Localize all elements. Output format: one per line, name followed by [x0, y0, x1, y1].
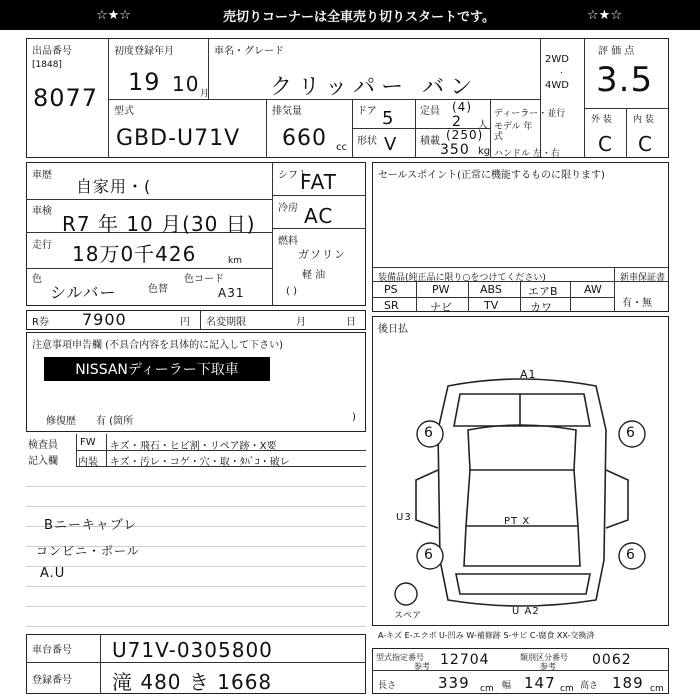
fuel-diesel: 軽 油 — [302, 270, 326, 281]
int-score: C — [638, 132, 653, 156]
model-label: 型式 — [114, 106, 134, 117]
capacity-label: 定員 — [420, 106, 440, 117]
inspector-label-2: 記入欄 — [28, 456, 58, 467]
color-value: シルバー — [50, 283, 117, 302]
deregister-day: 日 — [346, 317, 356, 328]
wheel-rl-value: 6 — [424, 547, 434, 563]
lot-label: 出品番号 — [32, 46, 72, 57]
type-ref: 参考 — [414, 662, 430, 671]
chassis-value: U71V-0305800 — [112, 638, 273, 662]
doors-label: ドア — [357, 106, 377, 117]
mileage-unit: km — [228, 256, 242, 266]
wheel-fl-value: 6 — [424, 425, 434, 441]
damage-center: PT X — [504, 516, 531, 527]
mileage-label: 走行 — [32, 240, 52, 251]
deregister-month: 月 — [296, 317, 306, 328]
spare-label: スペア — [394, 611, 422, 621]
inspection-label: 車検 — [32, 206, 52, 217]
load-unit: kg — [478, 146, 491, 157]
fuel-label: 燃料 — [278, 236, 298, 247]
car-name: クリッパー バン — [270, 75, 479, 100]
doors-value: 5 — [382, 108, 395, 129]
repair-label: 修復歴 — [46, 416, 76, 427]
recycle-label: R券 — [32, 317, 49, 328]
drive-2wd: 2WD — [545, 54, 569, 65]
fuel-other: ( ) — [286, 286, 297, 297]
banner-stars-left: ☆★☆ — [96, 7, 131, 23]
fw-items: キズ・飛石・ヒビ割・リペア跡・X要 — [110, 441, 277, 452]
height-unit: cm — [650, 684, 664, 694]
shift-label: シフト — [278, 170, 308, 181]
color-code-label: 色コード — [184, 274, 224, 285]
sales-label: セールスポイント(正常に機能するものに限ります) — [378, 170, 605, 181]
score-label: 評 価 点 — [598, 46, 635, 57]
width-label: 幅 — [502, 681, 512, 691]
shift-value: FAT — [300, 170, 338, 194]
score-value: 3.5 — [596, 60, 654, 100]
repair-close: ) — [352, 412, 356, 423]
shape-label: 形状 — [357, 136, 377, 147]
equip-pw: PW — [432, 283, 450, 296]
damage-side: U3 — [396, 512, 412, 523]
fw-label: FW — [80, 437, 96, 448]
recycle-unit: 円 — [180, 317, 190, 328]
displacement-unit: cc — [336, 142, 347, 153]
handwritten-line-3: A.U — [40, 566, 66, 581]
spare-wheel — [395, 583, 417, 605]
handwritten-line-2: コンビニ・ポール — [36, 544, 140, 558]
first-reg-year: 19 — [128, 68, 161, 96]
auction-sheet: ☆★☆ 売切りコーナーは全車売り切りスタートです。 ☆★☆ 出品番号 [1848] 8077 初度登録年月 19 10 月 車名・グレード クリッパー バン 2WD · 4WD 評 価 点 3.5 外 装 内 装 C C 型式 GBD-U71V 排気量 660 cc ドア 5 形状 V 定員 (4) 2 人 積載 (250) 350 kg ディーラー・並行 モデル 年式 ハンドル 左・右 車歴 自家用・( 車検 R7 年 10 月(30 日) 走行 18万0千426 km 色 シルバー 色替 色コード A31 シフト FAT 冷房 AC 燃料 ガソリン 軽 油 ( ) セールスポイント(正常に機能するものに限ります) 装備品(純正品に限り○をつけてください) 新車保証書 有・無 PS PW ABS エアB AW SR ナビ TV カワ R券 7900 円 名変期限 月 日 注意事項申告欄 (不具合内容を具体的に記入して下さい) NISSANディーラー下取車 修復歴 有 (箇所 ) 後日払 検査員 記入欄 FW キズ・飛石・ヒビ割・リペア跡・X要 内装 キズ・汚レ・コゲ・穴・取・ﾀﾊﾞｺ・破レ Bニーキャブレ コンビニ・ポール A.U 6 6 6 6 A1 U3 PT X U A2 スペア A-キズ E-エクボ U-凹み W-補修跡 S-サビ C-腐食 XX-交換済 車台番号 U71V-0305800 登録番号 滝 480 き 1668 型式指定番号 参考 12704 類別区分番号 参考 0062 長さ 339 cm 幅 147 cm 高さ 189 cm — [0, 0, 700, 700]
mileage-value: 18万0千426 — [72, 242, 197, 266]
equipment-label: 装備品(純正品に限り○をつけてください) — [378, 273, 546, 283]
warranty-label: 新車保証書 — [620, 273, 666, 283]
model-year-label: モデル 年式 — [494, 122, 533, 142]
height-value: 189 — [612, 674, 644, 692]
ext-score: C — [598, 132, 613, 156]
plate-value: 滝 480 き 1668 — [112, 670, 273, 694]
color-code: A31 — [218, 286, 245, 300]
length-unit: cm — [480, 684, 494, 694]
length-value: 339 — [438, 674, 470, 692]
name-label: 車名・グレード — [214, 46, 284, 57]
displacement-label: 排気量 — [272, 106, 302, 117]
damage-legend: A-キズ E-エクボ U-凹み W-補修跡 S-サビ C-腐食 XX-交換済 — [378, 631, 595, 640]
capacity-alt: (4) — [452, 100, 472, 114]
recycle-value: 7900 — [82, 310, 127, 329]
fuel-gasoline: ガソリン — [298, 248, 346, 261]
width-unit: cm — [560, 684, 574, 694]
first-reg-label: 初度登録年月 — [114, 46, 174, 57]
model-value: GBD-U71V — [116, 126, 241, 151]
lot-sub: [1848] — [32, 60, 62, 70]
equip-tv: TV — [484, 299, 499, 312]
equip-navi: ナビ — [430, 301, 452, 314]
interior-items: キズ・汚レ・コゲ・穴・取・ﾀﾊﾞｺ・破レ — [110, 457, 290, 468]
aircon-value: AC — [304, 204, 334, 228]
wheel-fr-value: 6 — [626, 425, 636, 441]
equip-sr: SR — [384, 299, 399, 312]
history-value: 自家用・( — [76, 177, 152, 196]
banner-stars-right: ☆★☆ — [587, 7, 622, 23]
load-alt: (250) — [446, 128, 484, 142]
wheel-rr-value: 6 — [626, 547, 636, 563]
history-label: 車歴 — [32, 170, 52, 181]
drive-4wd: 4WD — [545, 80, 569, 91]
handle-label: ハンドル 左・右 — [494, 149, 560, 159]
type-no-label: 型式指定番号 — [376, 653, 424, 662]
repair-value: 有 (箇所 — [96, 416, 134, 427]
load-value: 350 — [440, 142, 470, 158]
equip-ps: PS — [384, 283, 398, 296]
handwritten-line-1: Bニーキャブレ — [44, 518, 138, 533]
warranty-value: 有・無 — [622, 298, 652, 309]
dealer-label: ディーラー・並行 — [494, 109, 566, 119]
first-reg-month-unit: 月 — [200, 89, 210, 99]
class-no-label: 類別区分番号 — [520, 653, 568, 662]
back-seat-label: 後日払 — [378, 324, 408, 335]
equip-aw: AW — [584, 283, 602, 296]
equip-abs: ABS — [480, 283, 502, 296]
type-no-value: 12704 — [440, 652, 490, 668]
capacity-unit: 人 — [478, 120, 488, 131]
length-label: 長さ — [378, 681, 397, 691]
notes-label: 注意事項申告欄 (不具合内容を具体的に記入して下さい) — [32, 340, 283, 351]
width-value: 147 — [524, 674, 556, 692]
capacity-value: 2 — [452, 114, 462, 130]
ext-label: 外 装 — [591, 115, 612, 125]
chassis-label: 車台番号 — [32, 645, 72, 656]
int-label: 内 装 — [633, 115, 654, 125]
aircon-label: 冷房 — [278, 203, 298, 214]
lot-number: 8077 — [33, 84, 99, 112]
class-no-value: 0062 — [592, 652, 632, 668]
color-change-label: 色替 — [148, 284, 168, 295]
damage-bottom: U A2 — [512, 606, 540, 617]
equip-leather: カワ — [530, 301, 552, 314]
banner-text: 売切りコーナーは全車売り切りスタートです。 — [223, 9, 495, 25]
load-label: 積載 — [420, 136, 440, 147]
shape-value: V — [384, 134, 398, 155]
color-label: 色 — [32, 274, 42, 285]
damage-top: A1 — [520, 368, 537, 381]
interior-label: 内装 — [78, 457, 98, 468]
equip-airbag: エアB — [528, 285, 558, 298]
first-reg-month: 10 — [172, 72, 200, 96]
deregister-label: 名変期限 — [206, 317, 246, 328]
plate-label: 登録番号 — [32, 675, 72, 686]
class-ref: 参考 — [540, 662, 556, 671]
height-label: 高さ — [580, 681, 599, 691]
nissan-dealer-badge: NISSANディーラー下取車 — [44, 357, 270, 381]
inspection-value: R7 年 10 月(30 日) — [62, 212, 256, 236]
displacement-value: 660 — [282, 126, 327, 151]
inspector-label-1: 検査員 — [28, 440, 58, 451]
